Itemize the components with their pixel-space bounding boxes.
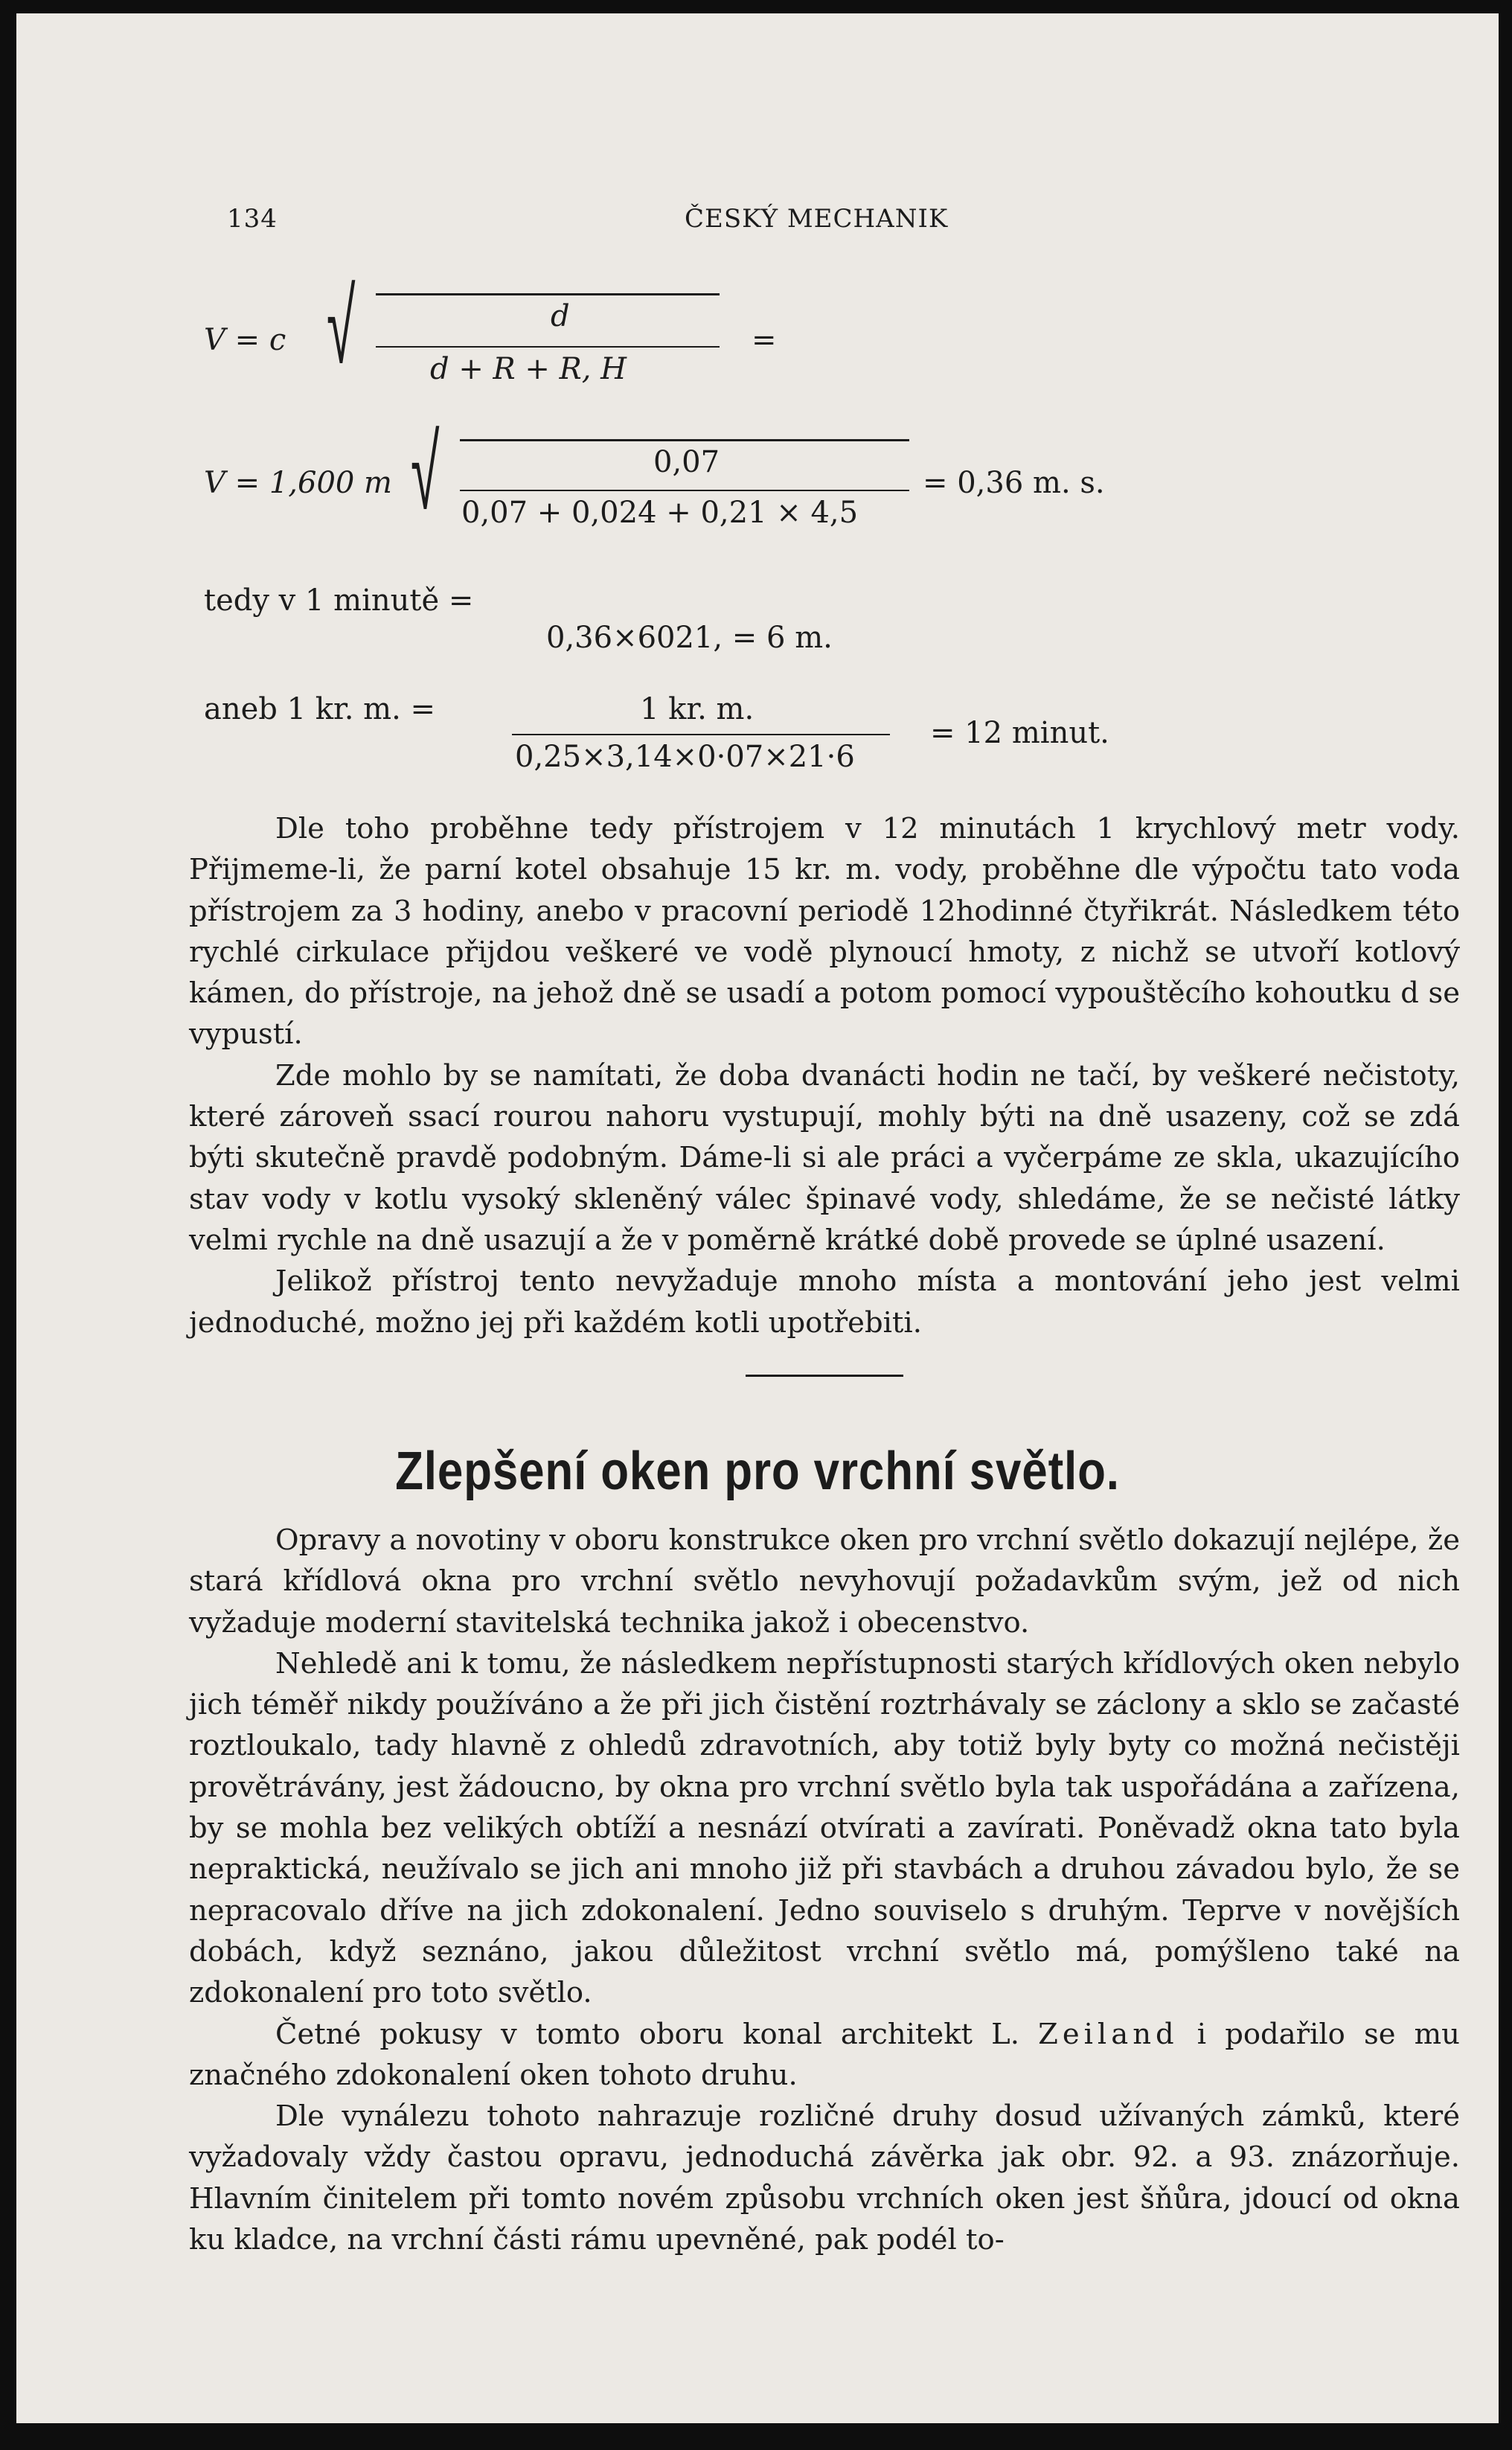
architect-name: Zeiland [1038, 2017, 1179, 2051]
section-title: Zlepšení oken pro vrchní světlo. [395, 1442, 1120, 1501]
formula-2-denominator: 0,07 + 0,024 + 0,21 × 4,5 [461, 496, 859, 530]
paragraph: Dle toho proběhne tedy přístrojem v 12 minutách 1 krychlový metr vody. Přijmeme-li, že parní kotel obsahuje 15 kr. m. vody, proběhne dle výpočtu tato voda přístrojem za 3 hodiny, anebo v pracovní periodě 12hodinné čtyřikrát. Následkem této rychlé cirkulace přijdou veškeré ve vodě plynoucí hmoty, z nichž se utvoří kotlový kámen, do přístroje, na jehož dně se usadí a potom pomocí vypouštěcího kohoutku d se vypustí. [189, 812, 1460, 1052]
fraction-line [512, 734, 890, 735]
paragraph-start: Četné pokusy v tomto oboru konal architekt L. [275, 2017, 1039, 2051]
formula-1-denominator: d + R + R, H [430, 352, 627, 386]
formula-4-label: aneb 1 kr. m. = [204, 692, 436, 726]
formula-2-numerator: 0,07 [653, 445, 720, 479]
radical-sign: √ [327, 266, 356, 388]
paragraph-end: i podařilo se mu značného zdokonalení oken tohoto druhu. [189, 2017, 1460, 2092]
formula-2-lhs: V = 1,600 m [204, 466, 392, 500]
formula-1-numerator: d [551, 299, 570, 333]
formula-4-rhs: = 12 minut. [930, 716, 1109, 750]
paragraph: Jelikož přístroj tento nevyžaduje mnoho místa a montování jeho jest velmi jednoduché, možno jej při každém kotli upotřebiti. [189, 1264, 1460, 1340]
paragraph: Opravy a novotiny v oboru konstrukce oken pro vrchní světlo dokazují nejlépe, že stará křídlová okna pro vrchní světlo nevyhovují požadavkům svým, jež od nich vyžaduje moderní stavitelská technika jakož i obecenstvo. [189, 1523, 1460, 1640]
section-divider [746, 1375, 903, 1377]
radical-sign: √ [411, 412, 440, 534]
formula-4-numerator: 1 kr. m. [640, 692, 755, 726]
fraction-line [460, 490, 909, 491]
paragraph: Nehledě ani k tomu, že následkem nepřístupnosti starých křídlových oken nebylo jich téměř nikdy používáno a že při jich čistění roztrhávaly se záclony a sklo se začasté roztloukalo, tady hlavně z ohledů zdravotních, aby totiž byly byty co možná nečistěji provětrávány, jest žádoucno, by okna pro vrchní světlo byla tak uspořádána a zařízena, by se mohla bez velikých obtíží a nesnází otvírati a zavírati. Poněvadž okna tato byla nepraktická, neužívalo se jich ani mnoho již při stavbách a druhou závadou bylo, že se nepracovalo dříve na jich zdokonalení. Jedno souviselo s druhým. Teprve v novějších dobách, když seznáno, jakou důležitost vrchní světlo má, pomýšleno také na zdokonalení pro toto světlo. [189, 1646, 1460, 2010]
paragraph: Dle vynálezu tohoto nahrazuje rozličné druhy dosud užívaných zámků, které vyžadovaly vždy častou opravu, jednoduchá závěrka jak obr. 92. a 93. znázorňuje. Hlavním činitelem při tomto novém způsobu vrchních oken jest šňůra, jdoucí od okna ku kladce, na vrchní části rámu upevněné, pak podél to- [189, 2099, 1460, 2257]
page-number: 134 [227, 204, 278, 234]
section-2-text [189, 1520, 1460, 2260]
paragraph [189, 2014, 1460, 2096]
paragraph: Zde mohlo by se namítati, že doba dvanácti hodin ne tačí, by veškeré nečistoty, které zároveň ssací rourou nahoru vystupují, mohly býti na dně usazeny, což se zdá býti skutečně pravdě podobným. Dáme-li si ale práci a vyčerpáme ze skla, ukazujícího stav vody v kotlu vysoký skleněný válec špinavé vody, shledáme, že se nečisté látky velmi rychle na dně usazují a že v poměrně krátké době provede se úplné usazení. [189, 1058, 1460, 1257]
formula-3-value: 0,36×6021, = 6 m. [546, 621, 833, 655]
formula-2-rhs: = 0,36 m. s. [923, 466, 1105, 500]
formula-1-rhs: = [752, 323, 777, 357]
section-1-text [189, 808, 1460, 1343]
radical-bar [376, 293, 720, 295]
running-title: ČESKÝ MECHANIK [685, 204, 949, 234]
formula-4-denominator: 0,25×3,14×0·07×21·6 [515, 740, 855, 774]
fraction-line [376, 346, 720, 348]
formula-1-lhs: V = c [204, 323, 286, 357]
book-page [16, 13, 1499, 2423]
radical-bar [460, 439, 909, 441]
formula-3-label: tedy v 1 minutě = [204, 583, 474, 618]
